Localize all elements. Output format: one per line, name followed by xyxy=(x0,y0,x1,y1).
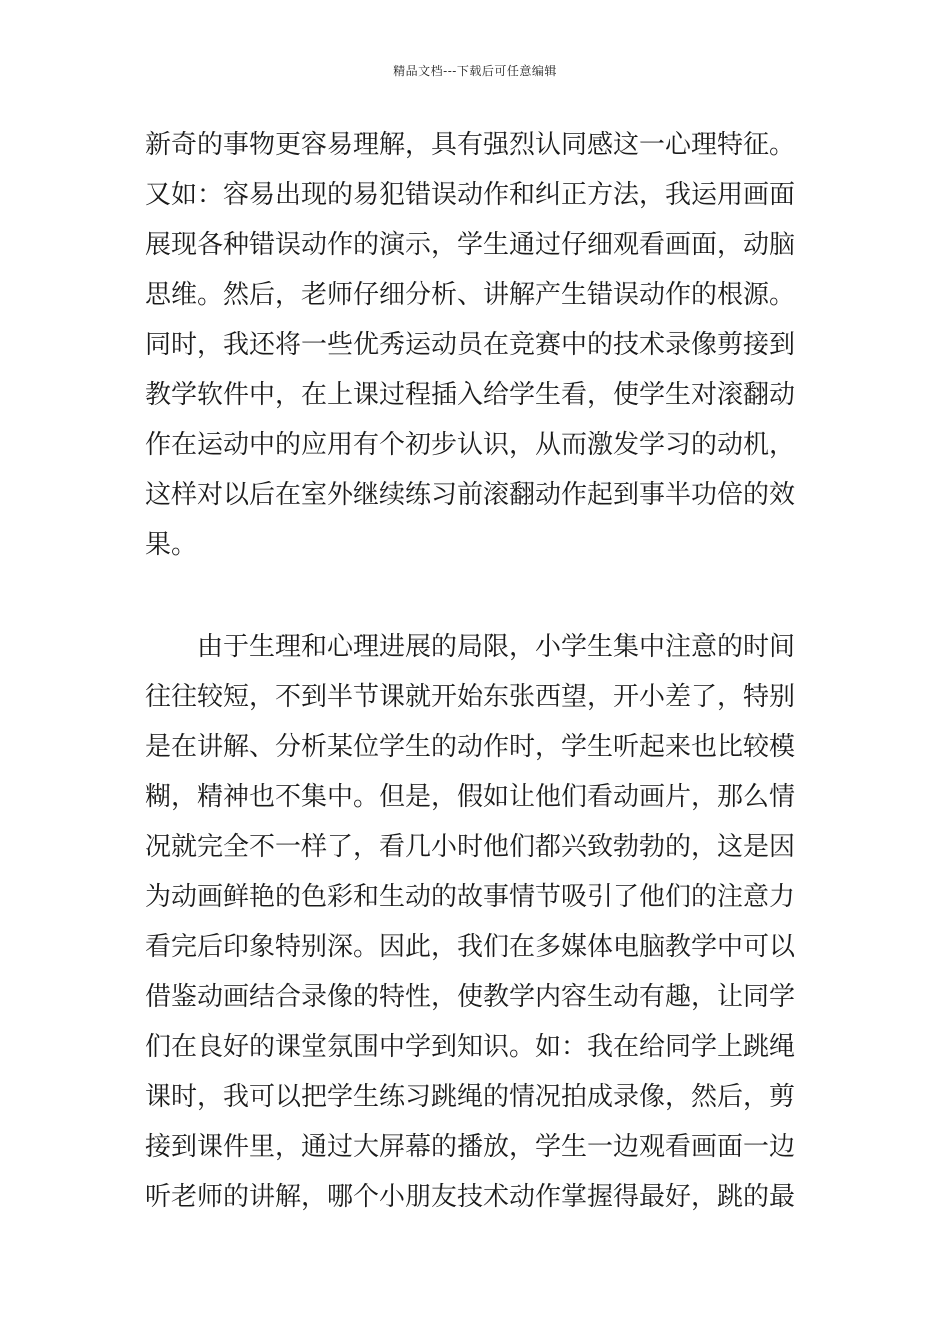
paragraph-2 xyxy=(145,622,810,1222)
text-line: 往往较短，不到半节课就开始东张西望，开小差了，特别 xyxy=(145,682,796,712)
text-line: 况就完全不一样了，看几小时他们都兴致勃勃的，这是因 xyxy=(145,832,796,862)
page-header: 精品文档---下载后可任意编辑 xyxy=(393,64,557,78)
text-line: 课时，我可以把学生练习跳绳的情况拍成录像，然后，剪 xyxy=(145,1082,796,1112)
text-line: 思维。然后，老师仔细分析、讲解产生错误动作的根源。 xyxy=(145,280,796,310)
text-line: 新奇的事物更容易理解，具有强烈认同感这一心理特征。 xyxy=(145,130,796,160)
text-line: 借鉴动画结合录像的特性，使教学内容生动有趣，让同学 xyxy=(145,982,796,1012)
text-line: 糊，精神也不集中。但是，假如让他们看动画片，那么情 xyxy=(145,782,796,812)
text-line: 们在良好的课堂氛围中学到知识。如：我在给同学上跳绳 xyxy=(145,1032,796,1062)
text-line: 为动画鲜艳的色彩和生动的故事情节吸引了他们的注意力 xyxy=(145,882,796,912)
text-line: 果。 xyxy=(145,530,198,560)
text-line: 作在运动中的应用有个初步认识，从而激发学习的动机， xyxy=(145,430,796,460)
text-line: 这样对以后在室外继续练习前滚翻动作起到事半功倍的效 xyxy=(145,480,796,510)
text-line: 教学软件中，在上课过程插入给学生看，使学生对滚翻动 xyxy=(145,380,796,410)
text-line: 展现各种错误动作的演示，学生通过仔细观看画面，动脑 xyxy=(145,230,796,260)
text-line: 看完后印象特别深。因此，我们在多媒体电脑教学中可以 xyxy=(145,932,796,962)
text-line: 是在讲解、分析某位学生的动作时，学生听起来也比较模 xyxy=(145,732,796,762)
paragraph-1 xyxy=(145,120,810,570)
text-line: 又如：容易出现的易犯错误动作和纠正方法，我运用画面 xyxy=(145,180,796,210)
text-line: 听老师的讲解，哪个小朋友技术动作掌握得最好，跳的最 xyxy=(145,1182,796,1212)
text-line: 接到课件里，通过大屏幕的播放，学生一边观看画面一边 xyxy=(145,1132,796,1162)
text-line: 由于生理和心理进展的局限，小学生集中注意的时间 xyxy=(145,632,796,662)
text-line: 同时，我还将一些优秀运动员在竞赛中的技术录像剪接到 xyxy=(145,330,796,360)
